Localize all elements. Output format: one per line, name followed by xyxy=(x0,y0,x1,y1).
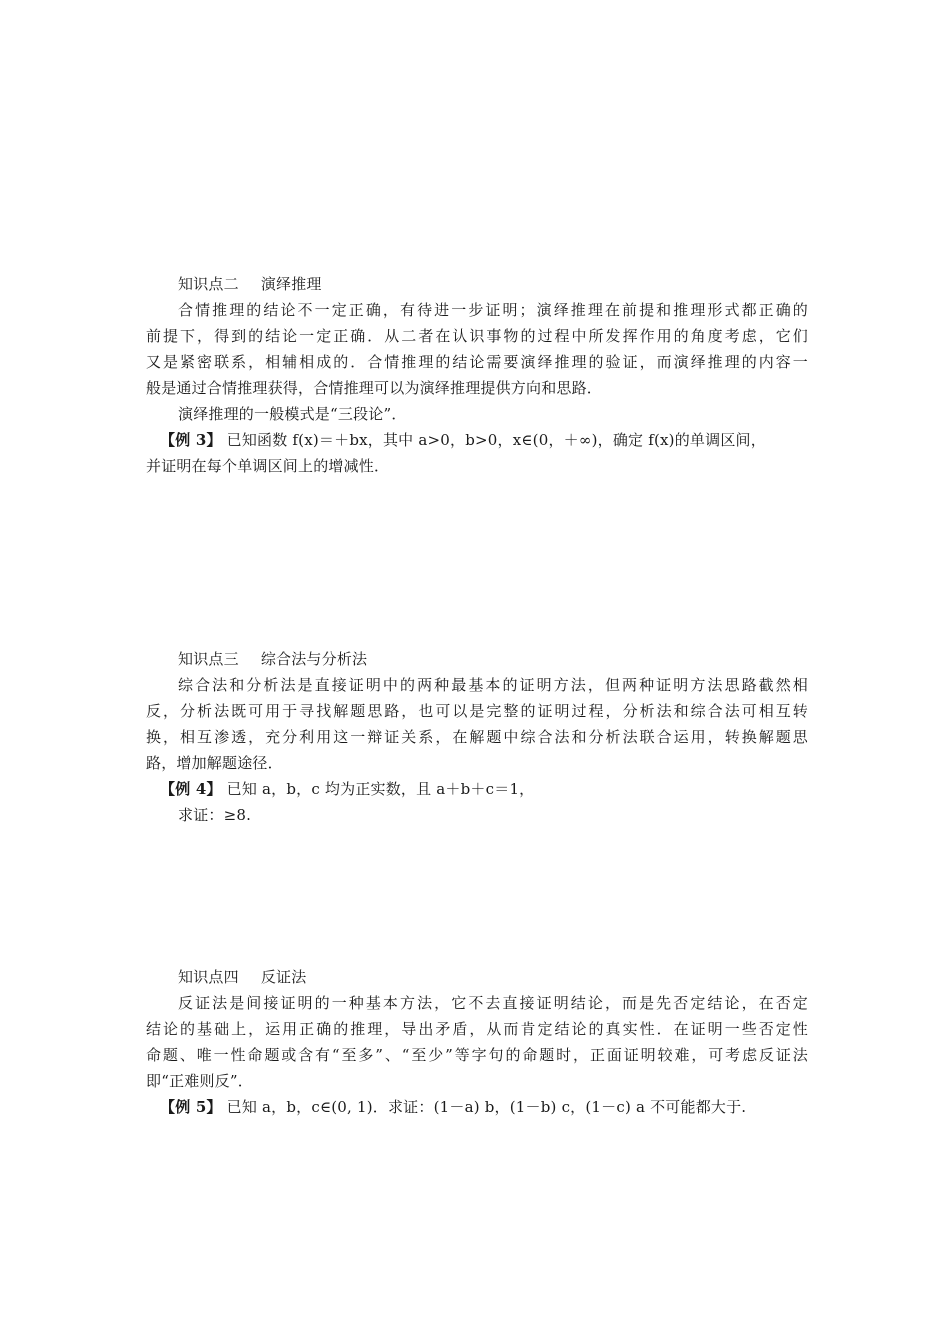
heading-title: 综合法与分析法 xyxy=(260,650,368,668)
section-deductive-reasoning xyxy=(146,271,808,479)
paragraph-line: 前提下，得到的结论一定正确．从二者在认识事物的过程中所发挥作用的角度考虑，它们 xyxy=(146,327,808,345)
heading-label: 知识点二 xyxy=(178,275,239,293)
example-line: 求证：≥8. xyxy=(178,806,252,824)
example-line xyxy=(146,776,808,802)
section-heading xyxy=(146,646,808,672)
paragraph-line: 反证法是间接证明的一种基本方法，它不去直接证明结论，而是先否定结论，在否定 xyxy=(178,994,808,1012)
section-synthesis-analysis xyxy=(146,646,808,828)
heading-label: 知识点三 xyxy=(178,650,239,668)
section-heading xyxy=(146,964,808,990)
paragraph-line: 演绎推理的一般模式是“三段论”． xyxy=(178,405,407,423)
paragraph-line: 路，增加解题途径． xyxy=(146,754,283,772)
heading-label: 知识点四 xyxy=(178,968,239,986)
example-line xyxy=(146,427,808,453)
paragraph-line: 换，相互渗透，充分利用这一辩证关系，在解题中综合法和分析法联合运用，转换解题思 xyxy=(146,728,808,746)
example-label: 【例 3】 xyxy=(160,431,222,449)
paragraph-line: 即“正难则反”． xyxy=(146,1072,253,1090)
heading-title: 反证法 xyxy=(260,968,307,986)
paragraph-line: 又是紧密联系，相辅相成的．合情推理的结论需要演绎推理的验证，而演绎推理的内容一 xyxy=(146,353,808,371)
paragraph-line: 综合法和分析法是直接证明中的两种最基本的证明方法，但两种证明方法思路截然相 xyxy=(178,676,808,694)
heading-title: 演绎推理 xyxy=(260,275,322,293)
section-heading xyxy=(146,271,808,297)
paragraph-line: 结论的基础上，运用正确的推理，导出矛盾，从而肯定结论的真实性．在证明一些否定性 xyxy=(146,1020,808,1038)
example-label: 【例 5】 xyxy=(160,1098,222,1116)
paragraph-line: 反，分析法既可用于寻找解题思路，也可以是完整的证明过程，分析法和综合法可相互转 xyxy=(146,702,808,720)
example-text: 已知函数 f(x)＝＋bx，其中 a>0，b>0，x∈(0，＋∞)，确定 f(x)的单调区间， xyxy=(226,431,766,449)
paragraph-line: 般是通过合情推理获得，合情推理可以为演绎推理提供方向和思路． xyxy=(146,379,603,397)
section-proof-by-contradiction xyxy=(146,964,808,1120)
paragraph-line: 命题、唯一性命题或含有“至多”、“至少”等字句的命题时，正面证明较难，可考虑反证法 xyxy=(146,1046,808,1064)
example-text: 已知 a，b，c∈(0, 1)．求证：(1－a) b，(1－b) c，(1－c) a 不可能都大于. xyxy=(226,1098,747,1116)
example-text: 已知 a，b，c 均为正实数，且 a＋b＋c＝1， xyxy=(226,780,535,798)
example-line xyxy=(146,1094,808,1120)
example-line: 并证明在每个单调区间上的增减性． xyxy=(146,457,390,475)
example-label: 【例 4】 xyxy=(160,780,222,798)
paragraph-line: 合情推理的结论不一定正确，有待进一步证明；演绎推理在前提和推理形式都正确的 xyxy=(178,301,808,319)
